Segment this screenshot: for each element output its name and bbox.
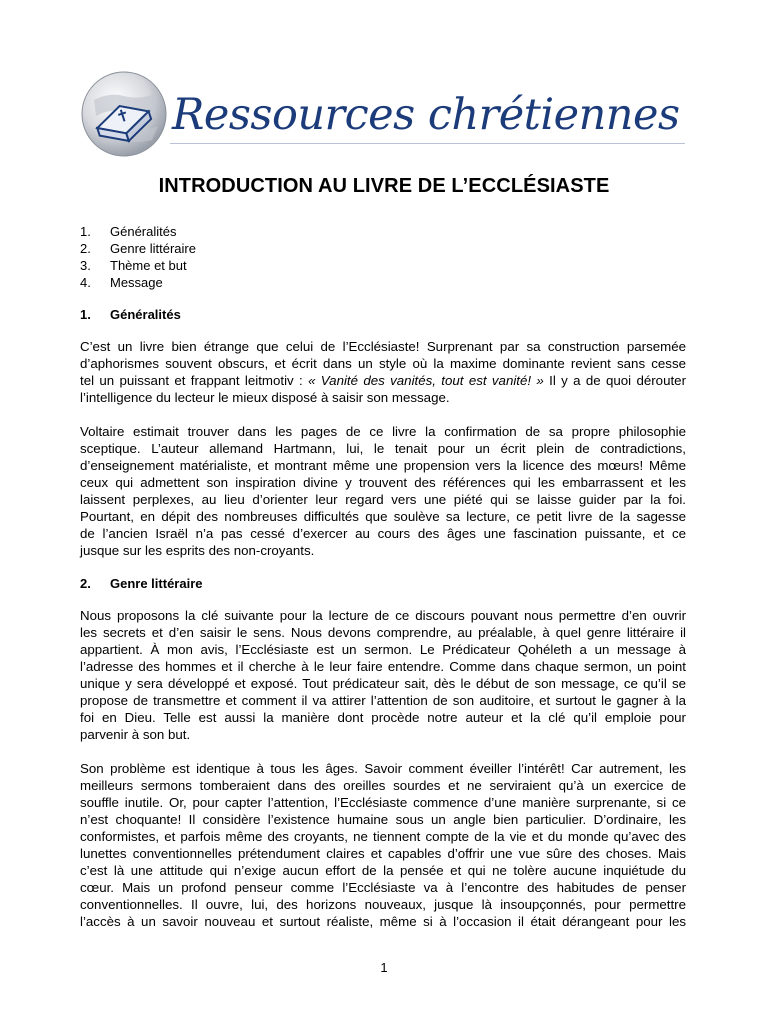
text-line: Nous proposons la clé suivante pour la lecture de ce discours pouvant nous permettre d’en ouvrir [80, 608, 686, 623]
text-line: foi en Dieu. Telle est aussi la manière dont procède notre auteur et la clé qu’il emploie pour [80, 710, 686, 725]
text-line: appartient. À mon avis, l’Ecclésiaste est un sermon. Le Prédicateur Qohéleth a un message à [80, 642, 686, 657]
text-line: C’est un livre bien étrange que celui de l’Ecclésiaste! Surprenant par sa construction parsemée [80, 339, 686, 354]
text-line: propose de transmettre et comment il va attirer l’attention de son auditoire, et surtout le gagner à la [80, 693, 686, 708]
toc-item [80, 223, 196, 240]
text-line: tel un puissant et frappant leitmotiv : « Vanité des vanités, tout est vanité! » Il y a de quoi dérouter [80, 373, 686, 388]
text-line: souffle inutile. Or, pour capter l’attention, l’Ecclésiaste commence d’une manière surprenante, si ce [80, 795, 686, 810]
header [80, 70, 685, 160]
toc-label: Genre littéraire [110, 241, 196, 256]
text-line: conventionnelles. Il ouvre, lui, des horizons nouveaux, jusque là insoupçonnés, pour permettre [80, 897, 686, 912]
text-line: d’enseignement matérialiste, et montrant même une propension vers la licence des mœurs! Même [80, 458, 686, 473]
section-number: 1. [80, 307, 91, 322]
toc-number: 1. [80, 224, 91, 239]
text-line: l’intelligence du lecteur le mieux disposé à saisir son message. [80, 390, 450, 405]
text-line: laissent perplexes, au lieu d’orienter leur regard vers une piété qui se laisse guider par la foi. [80, 492, 686, 507]
text-line: meilleurs sermons tomberaient dans des oreilles sourdes et ne serviraient qu’à un exercice de [80, 778, 686, 793]
toc-label: Message [110, 275, 163, 290]
toc-number: 4. [80, 275, 91, 290]
text-line: jusque sur les esprits des non-croyants. [80, 543, 315, 558]
text-line: lunettes conventionnelles prétendument claires et capables d’offrir une vue sûre des choses. Mais [80, 846, 686, 861]
section-number: 2. [80, 576, 91, 591]
toc-label: Thème et but [110, 258, 187, 273]
text-line: c’est là une attitude qui n’exige aucun effort de la pensée et qui ne tolère aucune inquiétude du [80, 863, 686, 878]
book-globe-icon [80, 70, 168, 158]
header-divider [170, 143, 685, 144]
paragraph [80, 607, 686, 743]
toc-item [80, 257, 196, 274]
text-line: d’aphorismes souvent obscurs, et écrit dans un style où la maxime dominante revient sans cesse [80, 356, 686, 371]
text-line: l’accès à un savoir nouveau et surtout réaliste, même si à l’occasion il était dérangeant pour les [80, 914, 686, 929]
text-line: n’est choquante! Il considère l’existence humaine sous un angle bien particulier. D’ordinaire, les [80, 812, 686, 827]
section-title: Généralités [110, 307, 181, 322]
text-line: ceux qui admettent son inspiration divine y trouvent des références qui les embarrassent et les [80, 475, 686, 490]
page-number: 1 [380, 960, 388, 975]
paragraph [80, 760, 686, 930]
toc-item [80, 274, 196, 291]
text-line: sceptique. L’auteur allemand Hartmann, lui, le tenait pour un écrit plein de contradictions, [80, 441, 686, 456]
paragraph [80, 423, 686, 559]
toc-number: 2. [80, 241, 91, 256]
toc-number: 3. [80, 258, 91, 273]
brand-name: Ressources chrétiennes [172, 90, 680, 140]
document-title: INTRODUCTION AU LIVRE DE L’ECCLÉSIASTE [158, 175, 610, 197]
text-line: Pourtant, en dépit des nombreuses difficultés que soulève sa lecture, ce petit livre de la sagesse [80, 509, 686, 524]
text-line: Voltaire estimait trouver dans les pages de ce livre la confirmation de sa propre philosophie [80, 424, 686, 439]
paragraph [80, 338, 686, 406]
text-line: conformistes, et parfois même des croyants, ne tiennent compte de la vie et du monde qu’avec des [80, 829, 686, 844]
text-line: Son problème est identique à tous les âges. Savoir comment éveiller l’intérêt! Car autrement, les [80, 761, 686, 776]
text-line: unique y sera développé et exposé. Tout prédicateur sait, dès le début de son message, ce qu’il se [80, 676, 686, 691]
text-line: parvenir à son but. [80, 727, 191, 742]
section-heading [80, 576, 203, 591]
text-line: l’adresse des hommes et il cherche à le leur faire entendre. Comme dans chaque sermon, un point [80, 659, 686, 674]
section-title: Genre littéraire [110, 576, 203, 591]
toc-item [80, 240, 196, 257]
text-line: les secrets et d’en saisir le sens. Nous devons comprendre, au préalable, à quel genre littéraire il [80, 625, 686, 640]
text-line: cœur. Mais un profond penseur comme l’Ecclésiaste va à l’encontre des habitudes de penser [80, 880, 686, 895]
toc-label: Généralités [110, 224, 177, 239]
table-of-contents [80, 223, 196, 291]
text-line: de l’ancien Israël n’a pas cessé d’exercer au cours des âges une fascination puissante, et ce [80, 526, 686, 541]
section-heading [80, 307, 181, 322]
